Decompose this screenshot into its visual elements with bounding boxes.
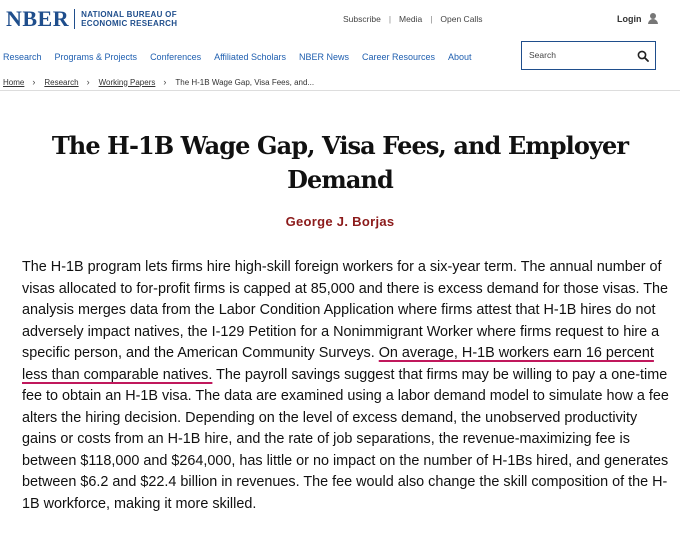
abstract-text — [22, 257, 670, 515]
main-nav — [0, 42, 485, 72]
logo-mark: NBER — [6, 6, 70, 31]
utility-separator: | — [430, 14, 433, 24]
logo-text — [81, 10, 177, 28]
breadcrumb-working-papers[interactable]: Working Papers — [98, 77, 156, 87]
nav-item-affiliated-scholars[interactable]: Affiliated Scholars — [214, 52, 286, 62]
page-title: The H-1B Wage Gap, Visa Fees, and Employer Demand — [51, 131, 629, 194]
nav-item-about[interactable]: About — [448, 52, 472, 62]
top-header — [0, 0, 680, 38]
nav-item-conferences[interactable]: Conferences — [150, 52, 202, 62]
breadcrumb — [3, 77, 314, 87]
author-link[interactable]: George J. Borjas — [285, 214, 395, 229]
search-icon[interactable] — [637, 50, 649, 62]
open-calls-link[interactable]: Open Calls — [440, 14, 483, 24]
utility-separator: | — [388, 14, 392, 24]
subscribe-link[interactable]: Subscribe — [343, 14, 381, 24]
utility-links — [343, 14, 482, 24]
abstract-text-after: The payroll savings suggest that firms may be willing to pay a one-time fee to obtain an H-1B visa. The data are examined using a labor demand model to simulate how a fee alters the hiring decision. Depending on the level of excess demand, the unobserved productivity gains or costs from an H-1B hire, and the rate of job separations, the revenue-maximizing fee is between $118,000 and $264,000, has little or no impact on the number of H-1Bs hired, and generates between $6.2 and $22.4 billion in revenues. The fee would also change the skill composition of the H-1B workforce, making it more skilled. — [22, 366, 669, 512]
chevron-right-icon: › — [86, 77, 90, 87]
search-box — [521, 41, 656, 70]
nav-item-nber-news[interactable]: NBER News — [298, 52, 349, 62]
nav-item-programs-projects[interactable]: Programs & Projects — [54, 52, 138, 62]
logo-text-line2: ECONOMIC RESEARCH — [81, 19, 178, 28]
chevron-right-icon: › — [163, 77, 167, 87]
logo-divider — [74, 9, 75, 29]
chevron-right-icon: › — [32, 77, 36, 87]
breadcrumb-research[interactable]: Research — [44, 77, 79, 87]
search-input[interactable] — [529, 47, 629, 63]
nber-logo[interactable] — [6, 8, 177, 30]
abstract-highlight: On average, H-1B workers earn 16 percent less than comparable natives. — [22, 345, 654, 383]
login-button[interactable] — [617, 13, 658, 24]
header-divider — [0, 90, 680, 91]
abstract — [22, 257, 670, 515]
person-icon — [648, 13, 658, 24]
abstract-text-before: The H-1B program lets firms hire high-skill foreign workers for a six-year term. The annual number of visas allocated to for-profit firms is capped at 85,000 and there is excess demand for those visas. The analysis merges data from the Labor Condition Application where firms attest that H-1B hires do not adversely impact natives, the I-129 Petition for a Nonimmigrant Worker where firms request to hire a specific person, and the American Community Surveys. — [22, 259, 669, 361]
nav-item-career-resources[interactable]: Career Resources — [361, 52, 436, 62]
logo-text-line1: NATIONAL BUREAU OF — [81, 10, 177, 19]
nav-item-research[interactable]: Research — [3, 52, 42, 62]
media-link[interactable]: Media — [399, 14, 423, 24]
breadcrumb-current: The H-1B Wage Gap, Visa Fees, and... — [175, 77, 315, 87]
login-label: Login — [617, 13, 642, 24]
breadcrumb-home[interactable]: Home — [3, 77, 25, 87]
